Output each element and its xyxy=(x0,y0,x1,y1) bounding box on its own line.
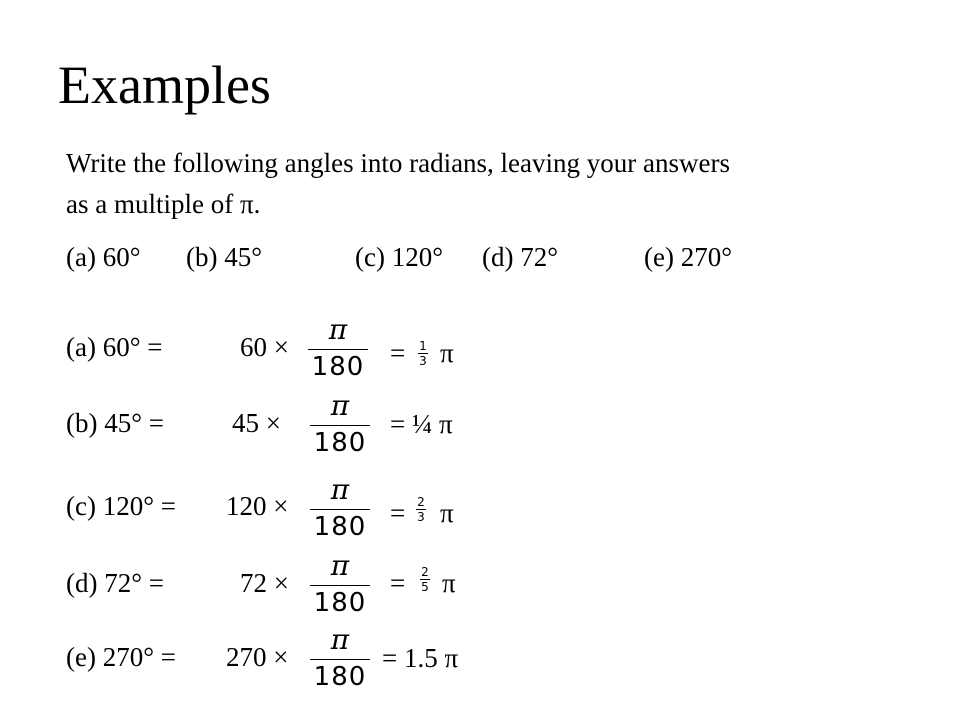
result-denominator: 5 xyxy=(421,580,429,594)
question-e: (e) 270° xyxy=(644,242,733,272)
fraction-bar xyxy=(310,585,370,586)
solution-c-label: (c) 120° = xyxy=(66,491,176,521)
instructions xyxy=(66,143,886,225)
solution-b-multiplier: 45 × xyxy=(232,408,281,438)
fraction-numerator: π xyxy=(330,389,350,422)
solution-e-result: = 1.5 π xyxy=(382,643,459,673)
question-a: (a) 60° xyxy=(66,242,141,272)
solution-d-pi: π xyxy=(442,568,456,598)
solution-a-equals: = xyxy=(390,338,406,368)
solution-b-result: = ¼ π xyxy=(390,409,453,439)
question-c: (c) 120° xyxy=(355,242,444,272)
solution-a-multiplier: 60 × xyxy=(240,332,289,362)
solution-c-pi: π xyxy=(440,498,454,528)
solution-d-label: (d) 72° = xyxy=(66,568,165,598)
fraction-denominator: 180 xyxy=(311,352,365,382)
result-denominator: 3 xyxy=(419,354,427,368)
solution-a-pi: π xyxy=(440,338,454,368)
fraction-denominator: 180 xyxy=(313,512,367,542)
question-b: (b) 45° xyxy=(186,242,263,272)
fraction-numerator: π xyxy=(330,549,350,582)
fraction-bar xyxy=(310,425,370,426)
solution-d-multiplier: 72 × xyxy=(240,568,289,598)
solution-e-multiplier: 270 × xyxy=(226,642,289,672)
fraction-denominator: 180 xyxy=(313,662,367,692)
fraction-denominator: 180 xyxy=(313,588,367,618)
solution-c-equals: = xyxy=(390,498,406,528)
slide-title: Examples xyxy=(58,55,271,115)
result-numerator: 1 xyxy=(419,339,427,353)
fraction-numerator: π xyxy=(330,623,350,656)
fraction-bar xyxy=(310,659,370,660)
instructions-line-2: as a multiple of π. xyxy=(66,189,261,219)
solution-d-equals: = xyxy=(390,568,406,598)
fraction-denominator: 180 xyxy=(313,428,367,458)
result-denominator: 3 xyxy=(417,510,425,524)
fraction-bar xyxy=(308,349,368,350)
result-numerator: 2 xyxy=(417,495,425,509)
fraction-numerator: π xyxy=(328,313,348,346)
solution-c-multiplier: 120 × xyxy=(226,491,289,521)
solution-a-label: (a) 60° = xyxy=(66,332,163,362)
solution-e-label: (e) 270° = xyxy=(66,642,176,672)
instructions-line-1: Write the following angles into radians, leaving your answers xyxy=(66,148,730,178)
fraction-numerator: π xyxy=(330,473,350,506)
solution-b-label: (b) 45° = xyxy=(66,408,165,438)
result-numerator: 2 xyxy=(421,565,429,579)
question-d: (d) 72° xyxy=(482,242,559,272)
fraction-bar xyxy=(310,509,370,510)
